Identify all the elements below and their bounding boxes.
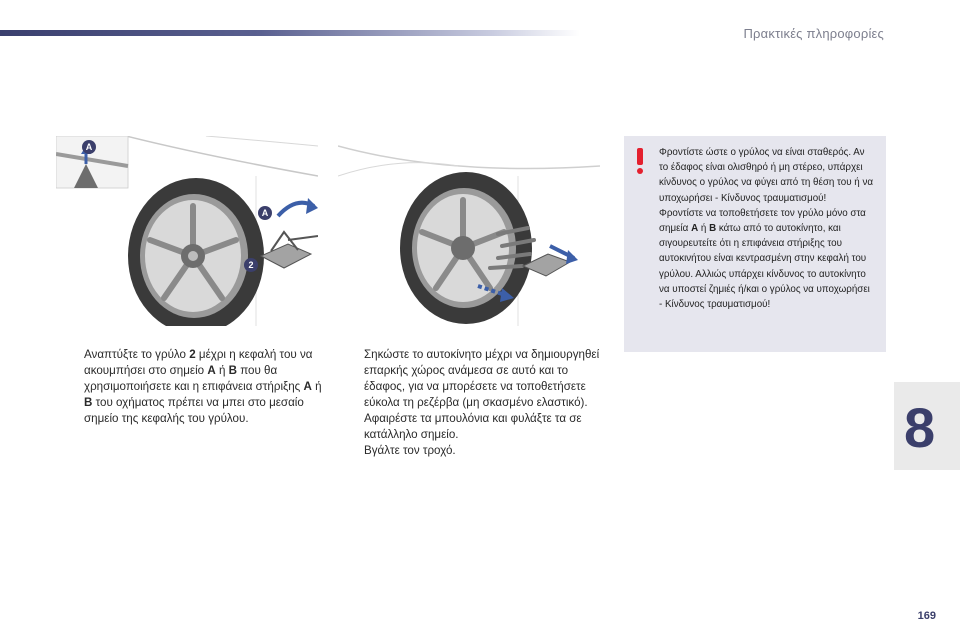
instruction-item: Αναπτύξτε το γρύλο 2 μέχρι η κεφαλή του να ακουμπήσει στο σημείο A ή B που θα χρησιμοποιήσετε και η επιφάνεια στήριξης A ή B του οχήματος πρέπει να μπει στο μεσαίο σημείο της κεφαλής του γρύλου.	[84, 348, 322, 425]
section-title: Πρακτικές πληροφορίες	[743, 26, 884, 41]
page-number: 169	[917, 610, 936, 622]
callout-label: A	[258, 206, 272, 220]
illustration-jack-positioning	[56, 136, 318, 326]
instruction-item: Βγάλτε τον τροχό.	[364, 444, 456, 457]
illustration-wheel-removal	[338, 136, 600, 326]
instruction-right-column	[342, 347, 604, 459]
callout-label: A	[82, 140, 96, 154]
instruction-item: Σηκώστε το αυτοκίνητο μέχρι να δημιουργηθεί επαρκής χώρος ανάμεσα σε αυτό και το έδαφος, για να μπορέσετε να τοποθετήσετε εύκολα τη ρεζέρβα (μη σκασμένο ελαστικό).	[364, 348, 600, 409]
callout-label: 2	[244, 258, 258, 272]
warning-paragraph-1: Φροντίστε ώστε ο γρύλος να είναι σταθερός. Αν το έδαφος είναι ολισθηρό ή μη στέρεο, υπάρχει κίνδυνος ο γρύλος να φύγει από τη θέση του ή να υποχωρήσει - Κίνδυνος τραυματισμού!	[659, 147, 874, 204]
instruction-left-column	[62, 347, 322, 427]
warning-exclamation-icon	[636, 148, 644, 174]
header-gradient-bar	[0, 30, 580, 36]
warning-paragraph-2: Φροντίστε να τοποθετήσετε τον γρύλο μόνο στα σημεία A ή B κάτω από το αυτοκίνητο, και σιγουρευτείτε ότι η επιφάνεια στήριξης του αυτοκινήτου είναι κεντρασμένη στην κεφαλή του γρύλου. Αλλιώς υπάρχει κίνδυνος το αυτοκίνητο να υποστεί ζημιές ή/και ο γρύλος να υποχωρήσει - Κίνδυνος τραυματισμού!	[659, 207, 870, 311]
chapter-number: 8	[904, 396, 936, 459]
instruction-item: Αφαιρέστε τα μπουλόνια και φυλάξτε τα σε κατάλληλο σημείο.	[364, 412, 582, 441]
warning-box	[624, 136, 886, 352]
